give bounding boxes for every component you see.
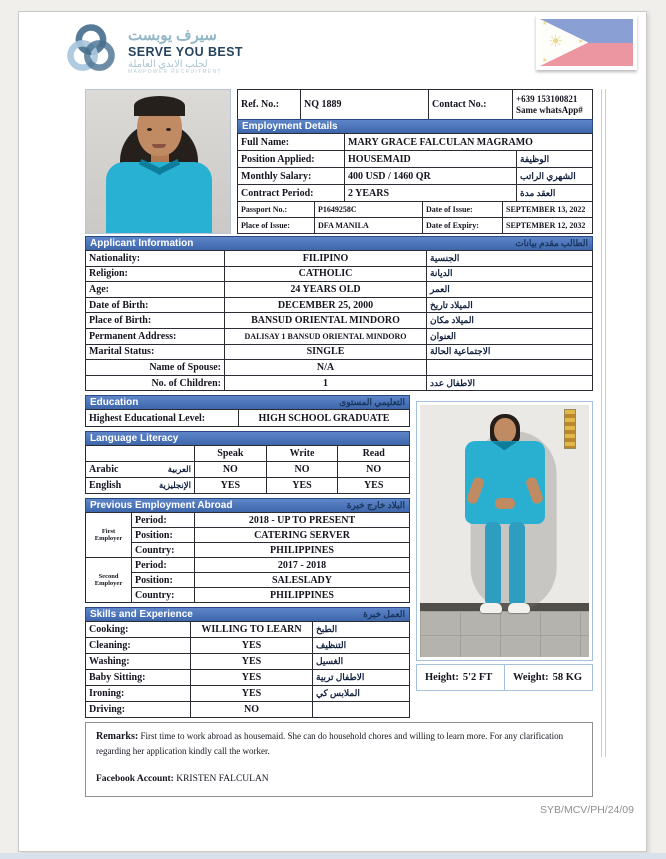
arabic-language-label-arabic: العربية [167,464,191,475]
first-position-label: Position: [135,529,173,541]
passport-no-value: P1649258C [314,202,422,217]
age-row [86,281,592,297]
education-header [85,395,410,410]
speak-column-header: Speak [194,446,266,461]
contract-value: 2 YEARS [344,185,516,201]
star-icon: ★ [578,39,584,45]
skills-header [85,607,410,622]
ref-no-value: NQ 1889 [300,90,428,119]
first-period-row [132,513,409,527]
marital-status-label-arabic: الاجتماعية الحالة [426,345,592,360]
date-of-birth-label: Date of Birth: [89,299,149,311]
previous-employment-section [85,498,410,603]
agency-logo-text [128,28,243,76]
applicant-information-header [85,236,593,251]
religion-row [86,266,592,282]
applicant-information-section [85,236,593,391]
cleaning-row [86,637,409,653]
place-of-issue-row [238,217,592,233]
second-position-label: Position: [135,574,173,586]
date-of-birth-row [86,297,592,313]
arabic-language-label: Arabic العربية [89,464,191,476]
name-of-spouse-row [86,359,592,375]
second-period-value: 2017 - 2018 [194,558,409,572]
education-title: Education [90,397,139,409]
second-period-label: Period: [135,559,167,571]
english-language-label-arabic: الإنجليزية [158,480,191,491]
permanent-address-row [86,328,592,344]
employment-details-title: Employment Details [242,121,338,132]
headshot-photo [85,89,231,234]
passport-row [238,202,592,217]
baby-sitting-label: Baby Sitting: [89,672,146,684]
english-language-row [86,477,409,493]
english-speak-value: YES [194,478,266,493]
second-country-row [132,587,409,602]
weight-field [504,665,592,690]
first-employer-block [86,513,409,557]
previous-employment-title: Previous Employment Abroad [90,500,233,512]
star-icon: ★ [542,21,548,27]
previous-employment-title-arabic: البلاد خارج خبرة [346,500,405,511]
phone-number: +639 153100821 [516,94,578,105]
contract-row [238,184,592,201]
document-reference-code: SYB/MCV/PH/24/09 [540,804,634,816]
date-of-birth-label-arabic: الميلاد تاريخ [426,298,592,313]
ironing-label-arabic: الملابس كي [312,686,409,701]
education-level-row [86,410,409,426]
contract-label-arabic: العقد مدة [516,185,592,201]
contract-label: Contract Period: [241,187,314,199]
nationality-value: FILIPINO [224,251,426,266]
ref-no-label: Ref. No.: [241,99,280,110]
nationality-row [86,251,592,266]
nationality-label: Nationality: [89,252,141,264]
marital-status-label: Marital Status: [89,346,155,358]
place-of-birth-value: BANSUD ORIENTAL MINDORO [224,313,426,328]
education-title-arabic: التعليمي المستوى [339,397,405,408]
remarks-box [85,722,593,796]
baby-sitting-row [86,669,409,685]
second-position-value: SALESLADY [194,573,409,587]
contact-no-value [512,90,592,119]
bottom-strip [0,853,666,859]
permanent-address-label: Permanent Address: [89,330,177,342]
passport-no-label: Passport No.: [241,205,288,214]
position-row [238,150,592,167]
cooking-value: WILLING TO LEARN [190,622,312,637]
place-of-issue-label: Place of Issue: [241,221,290,230]
arabic-language-row [86,461,409,477]
full-name-row [238,134,592,150]
nationality-label-arabic: الجنسية [426,251,592,266]
cooking-label: Cooking: [89,624,129,636]
baby-sitting-value: YES [190,670,312,685]
age-value: 24 YEARS OLD [224,282,426,297]
language-literacy-section [85,431,410,494]
first-country-label: Country: [135,544,175,556]
first-country-row [132,542,409,557]
place-of-birth-label: Place of Birth: [89,315,152,327]
ironing-row [86,685,409,701]
name-of-spouse-value: N/A [224,360,426,375]
facebook-line [96,772,582,787]
remarks-label: Remarks: [96,731,139,743]
skills-title-arabic: العمل خبرة [363,609,405,620]
employment-details-header [237,119,593,134]
education-level-value: HIGH SCHOOL GRADUATE [238,410,409,426]
wall-chart [564,409,576,449]
permanent-address-value: DALISAY 1 BANSUD ORIENTAL MINDORO [224,329,426,344]
date-of-issue-value: SEPTEMBER 13, 2022 [502,202,592,217]
driving-value: NO [190,702,312,717]
cv-content [85,89,593,797]
english-language-label: English الإنجليزية [89,480,191,492]
full-name-value: MARY GRACE FALCULAN MAGRAMO [344,134,592,150]
salary-value: 400 USD / 1460 QR [344,168,516,184]
washing-label: Washing: [89,656,130,668]
language-columns-row [86,446,409,461]
first-period-label: Period: [135,514,167,526]
contact-no-label: Contact No.: [428,90,512,119]
no-of-children-value: 1 [224,376,426,391]
read-column-header: Read [337,446,409,461]
star-icon: ★ [542,58,548,64]
second-employer-block [86,557,409,602]
first-period-value: 2018 - UP TO PRESENT [194,513,409,527]
full-name-label: Full Name: [241,136,290,148]
position-label: Position Applied: [241,153,315,165]
skills-title: Skills and Experience [90,609,193,621]
salary-label-arabic: الشهري الراتب [516,168,592,184]
second-country-label: Country: [135,589,175,601]
washing-label-arabic: الغسيل [312,654,409,669]
salary-row [238,167,592,184]
date-of-expiry-label: Date of Expiry: [422,218,502,233]
reference-row [238,90,592,119]
religion-value: CATHOLIC [224,267,426,282]
arabic-read-value: NO [337,462,409,477]
philippines-flag [536,15,637,70]
ironing-value: YES [190,686,312,701]
age-label: Age: [89,283,109,295]
photo-column [412,395,593,718]
cleaning-label-arabic: التنظيف [312,638,409,653]
driving-row [86,701,409,717]
second-position-row [132,572,409,587]
applicant-information-title-arabic: الطالب مقدم بيانات [515,238,588,248]
driving-label: Driving: [89,704,126,716]
age-label-arabic: العمر [426,282,592,297]
agency-arabic-tagline: لجلب الايدي العاملة [128,58,208,70]
driving-label-arabic [312,702,409,717]
date-of-issue-label: Date of Issue: [422,202,502,217]
height-weight-row [416,664,593,691]
cooking-row [86,622,409,637]
salary-label: Monthly Salary: [241,170,312,182]
arabic-speak-value: NO [194,462,266,477]
place-of-issue-value: DFA MANILA [314,218,422,233]
no-of-children-row [86,375,592,391]
first-employer-label: First Employer [86,513,132,557]
place-of-birth-row [86,312,592,328]
cleaning-label: Cleaning: [89,640,131,652]
baby-sitting-label-arabic: الاطفال تربية [312,670,409,685]
applicant-information-title: Applicant Information [90,238,194,249]
height-value: 5'2 FT [462,672,493,684]
second-country-value: PHILIPPINES [194,588,409,602]
permanent-address-label-arabic: العنوان [426,329,592,344]
page-column-divider [601,89,606,757]
religion-label-arabic: الديانة [426,267,592,282]
height-field [417,665,504,690]
arabic-write-value: NO [266,462,338,477]
date-of-birth-value: DECEMBER 25, 2000 [224,298,426,313]
height-label: Height: [425,672,459,684]
no-of-children-label: No. of Children: [151,377,221,389]
washing-value: YES [190,654,312,669]
agency-name: SERVE YOU BEST [128,44,243,59]
name-of-spouse-label: Name of Spouse: [149,361,221,373]
agency-tagline: MANPOWER RECRUITMENT [128,68,222,75]
facebook-label: Facebook Account: [96,773,174,784]
washing-row [86,653,409,669]
weight-value: 58 KG [552,672,583,684]
remarks-text: First time to work abroad as housemaid. She can do household chores and willing to learn more. For any clarification regarding her application kindly call the worker. [96,731,564,756]
ironing-label: Ironing: [89,688,125,700]
agency-logo [63,20,243,83]
cleaning-value: YES [190,638,312,653]
position-label-arabic: الوظيفة [516,151,592,167]
write-column-header: Write [266,446,338,461]
globe-knot-icon [63,20,119,83]
religion-label: Religion: [89,268,128,280]
position-value: HOUSEMAID [344,151,516,167]
remarks-text-line [96,729,582,758]
second-employer-label: Second Employer [86,558,132,602]
marital-status-row [86,344,592,360]
agency-arabic-name: سيرف يوبست [128,27,217,44]
marital-status-value: SINGLE [224,345,426,360]
first-country-value: PHILIPPINES [194,543,409,557]
education-level-label: Highest Educational Level: [89,412,206,424]
facebook-value: KRISTEN FALCULAN [176,773,269,784]
place-of-birth-label-arabic: الميلاد مكان [426,313,592,328]
full-body-photo [420,405,589,657]
second-period-row [132,558,409,572]
no-of-children-label-arabic: الاطفال عدد [426,376,592,391]
tiled-floor [420,611,589,657]
name-of-spouse-label-arabic [426,360,592,375]
date-of-expiry-value: SEPTEMBER 12, 2032 [502,218,592,233]
english-read-value: YES [337,478,409,493]
previous-employment-header [85,498,410,513]
language-literacy-header [85,431,410,446]
weight-label: Weight: [513,672,549,684]
employment-details-section [237,89,593,234]
first-position-row [132,527,409,542]
sun-icon: ☀ [548,32,564,51]
full-body-photo-frame [416,401,593,661]
skills-section [85,607,410,718]
phone-note: Same whatsApp# [516,104,583,115]
english-write-value: YES [266,478,338,493]
language-literacy-title: Language Literacy [90,433,179,445]
cooking-label-arabic: الطبخ [312,622,409,637]
education-section [85,395,410,427]
cv-page [18,11,647,852]
first-position-value: CATERING SERVER [194,528,409,542]
